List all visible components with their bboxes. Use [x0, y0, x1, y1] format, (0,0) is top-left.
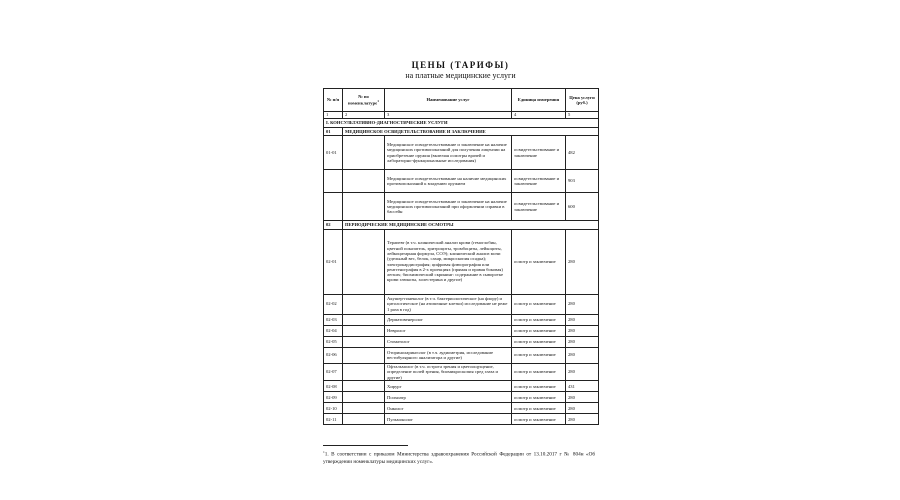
table-row	[324, 314, 599, 325]
row-price: 482	[566, 136, 599, 170]
table-row	[324, 193, 599, 221]
header-price: Цена услуги (руб.)	[566, 89, 599, 112]
row-price: 903	[566, 170, 599, 193]
column-number: 3	[385, 112, 512, 119]
row-service: Онколог	[385, 403, 512, 414]
row-service: Дерматовенеролог	[385, 314, 512, 325]
row-price: 280	[566, 229, 599, 294]
table-row	[324, 381, 599, 392]
table-row	[324, 170, 599, 193]
table-row	[324, 136, 599, 170]
row-unit: осмотр и заключение	[512, 325, 566, 336]
row-unit: осмотр и заключение	[512, 392, 566, 403]
row-num: 02-05	[324, 336, 343, 347]
document-subtitle: на платные медицинские услуги	[405, 71, 516, 80]
row-num: 02-08	[324, 381, 343, 392]
row-num: 01-01	[324, 136, 343, 170]
row-nomenclature	[343, 414, 385, 425]
row-service: Невролог	[385, 325, 512, 336]
row-num: 02-10	[324, 403, 343, 414]
row-service: Акушер-гинеколог (в т.ч. бактериологическое (на флору) и цитологическое (на атипичные клетки) исследование не реже 1 раза в год)	[385, 294, 512, 314]
row-num: 02-01	[324, 229, 343, 294]
row-unit: осмотр и заключение	[512, 414, 566, 425]
section-row	[324, 119, 599, 128]
row-nomenclature	[343, 325, 385, 336]
row-nomenclature	[343, 229, 385, 294]
row-service: Терапевт (в т.ч. клинический анализ крови (гемоглобин, цветной показатель, эритроциты, тромбоциты, лейкоциты, лейкоцитарная формула, СОЭ); клинический анализ мочи (удельный вес, белок, сахар, микроскопия осадка); электрокардиография; цифровая флюорография или рентгенография в 2-х проекциях (прямая и правая боковая) легких; биохимический скрининг: содержание в сыворотке крови глюкозы, холестерина и другие)	[385, 229, 512, 294]
row-nomenclature	[343, 363, 385, 381]
row-nomenclature	[343, 403, 385, 414]
row-service: Оториноларинголог (в т.ч. аудиометрия, исследование вестибулярного анализатора и другие)	[385, 347, 512, 363]
table-row	[324, 363, 599, 381]
row-price: 600	[566, 193, 599, 221]
row-unit: освидетельствование и заключение	[512, 170, 566, 193]
row-nomenclature	[343, 170, 385, 193]
row-unit: осмотр и заключение	[512, 229, 566, 294]
row-nomenclature	[343, 381, 385, 392]
group-row	[324, 127, 599, 136]
row-price: 280	[566, 403, 599, 414]
table-row	[324, 403, 599, 414]
row-num: 02-06	[324, 347, 343, 363]
row-num: 02-11	[324, 414, 343, 425]
group-row	[324, 221, 599, 230]
row-nomenclature	[343, 314, 385, 325]
footnote-marker: 1	[323, 450, 325, 454]
row-num: 02-07	[324, 363, 343, 381]
row-unit: освидетельствование и заключение	[512, 136, 566, 170]
footnote	[323, 450, 595, 466]
row-nomenclature	[343, 294, 385, 314]
header-row	[324, 89, 599, 112]
row-price: 280	[566, 314, 599, 325]
footnote-divider	[323, 445, 408, 446]
row-service: Офтальмолог (в т.ч. острота зрения и цветоощущение, определение полей зрения, биомикроскопия сред глаза и другие)	[385, 363, 512, 381]
row-price: 431	[566, 381, 599, 392]
table-row	[324, 347, 599, 363]
row-nomenclature	[343, 392, 385, 403]
row-service: Пульмонолог	[385, 414, 512, 425]
row-nomenclature	[343, 336, 385, 347]
row-price: 280	[566, 336, 599, 347]
row-service: Психиатр	[385, 392, 512, 403]
header-service: Наименование услуг	[385, 89, 512, 112]
row-num: 02-02	[324, 294, 343, 314]
table-row	[324, 325, 599, 336]
row-price: 280	[566, 294, 599, 314]
row-service: Хирург	[385, 381, 512, 392]
header-nomenclature-label: № по номенклатуре	[348, 93, 378, 106]
row-unit: осмотр и заключение	[512, 314, 566, 325]
document-title: ЦЕНЫ (ТАРИФЫ)	[411, 60, 510, 70]
row-unit: осмотр и заключение	[512, 403, 566, 414]
table-row	[324, 229, 599, 294]
table-row	[324, 294, 599, 314]
section-title: I. КОНСУЛЬТАТИВНО-ДИАГНОСТИЧЕСКИЕ УСЛУГИ	[324, 119, 599, 128]
column-number: 2	[343, 112, 385, 119]
row-price: 280	[566, 414, 599, 425]
row-num	[324, 193, 343, 221]
row-price: 280	[566, 347, 599, 363]
column-number-row	[324, 112, 599, 119]
column-number: 1	[324, 112, 343, 119]
footnote-text: 1. В соответствии с приказом Министерства здравоохранения Российской Федерации от 13.10.2017 г № 804н «Об утверждении номенклатуры медицинских услуг».	[323, 451, 595, 465]
footnote-ref: 1	[377, 99, 379, 104]
row-nomenclature	[343, 347, 385, 363]
row-unit: осмотр и заключение	[512, 294, 566, 314]
row-service: Стоматолог	[385, 336, 512, 347]
table-row	[324, 414, 599, 425]
row-unit: осмотр и заключение	[512, 347, 566, 363]
row-num: 02-03	[324, 314, 343, 325]
group-name: ПЕРИОДИЧЕСКИЕ МЕДИЦИНСКИЕ ОСМОТРЫ	[343, 221, 599, 230]
header-nomenclature	[343, 89, 385, 112]
row-unit: осмотр и заключение	[512, 363, 566, 381]
price-table	[323, 88, 599, 425]
row-num: 02-09	[324, 392, 343, 403]
row-nomenclature	[343, 136, 385, 170]
row-price: 280	[566, 325, 599, 336]
row-service: Медицинское освидетельствование и заключение на наличие медицинских противопоказаний для получения лицензии на приобретение оружия (включая осмотры врачей и лабораторно-функциональные исследования)	[385, 136, 512, 170]
column-number: 5	[566, 112, 599, 119]
row-unit: освидетельствование и заключение	[512, 193, 566, 221]
header-num: № п/п	[324, 89, 343, 112]
row-service: Медицинское освидетельствование и заключение на наличие медицинских противопоказаний при оформлении справки в бассейн	[385, 193, 512, 221]
group-code: 02	[324, 221, 343, 230]
group-name: МЕДИЦИНСКОЕ ОСВИДЕТЕЛЬСТВОВАНИЕ И ЗАКЛЮЧЕНИЕ	[343, 127, 599, 136]
row-unit: осмотр и заключение	[512, 336, 566, 347]
row-price: 280	[566, 392, 599, 403]
row-nomenclature	[343, 193, 385, 221]
table-row	[324, 336, 599, 347]
group-code: 01	[324, 127, 343, 136]
row-unit: осмотр и заключение	[512, 381, 566, 392]
row-num: 02-04	[324, 325, 343, 336]
row-price: 280	[566, 363, 599, 381]
row-num	[324, 170, 343, 193]
header-unit: Единица измерения	[512, 89, 566, 112]
table-row	[324, 392, 599, 403]
row-service: Медицинское освидетельствование на наличие медицинских противопоказаний к владению оружием	[385, 170, 512, 193]
column-number: 4	[512, 112, 566, 119]
